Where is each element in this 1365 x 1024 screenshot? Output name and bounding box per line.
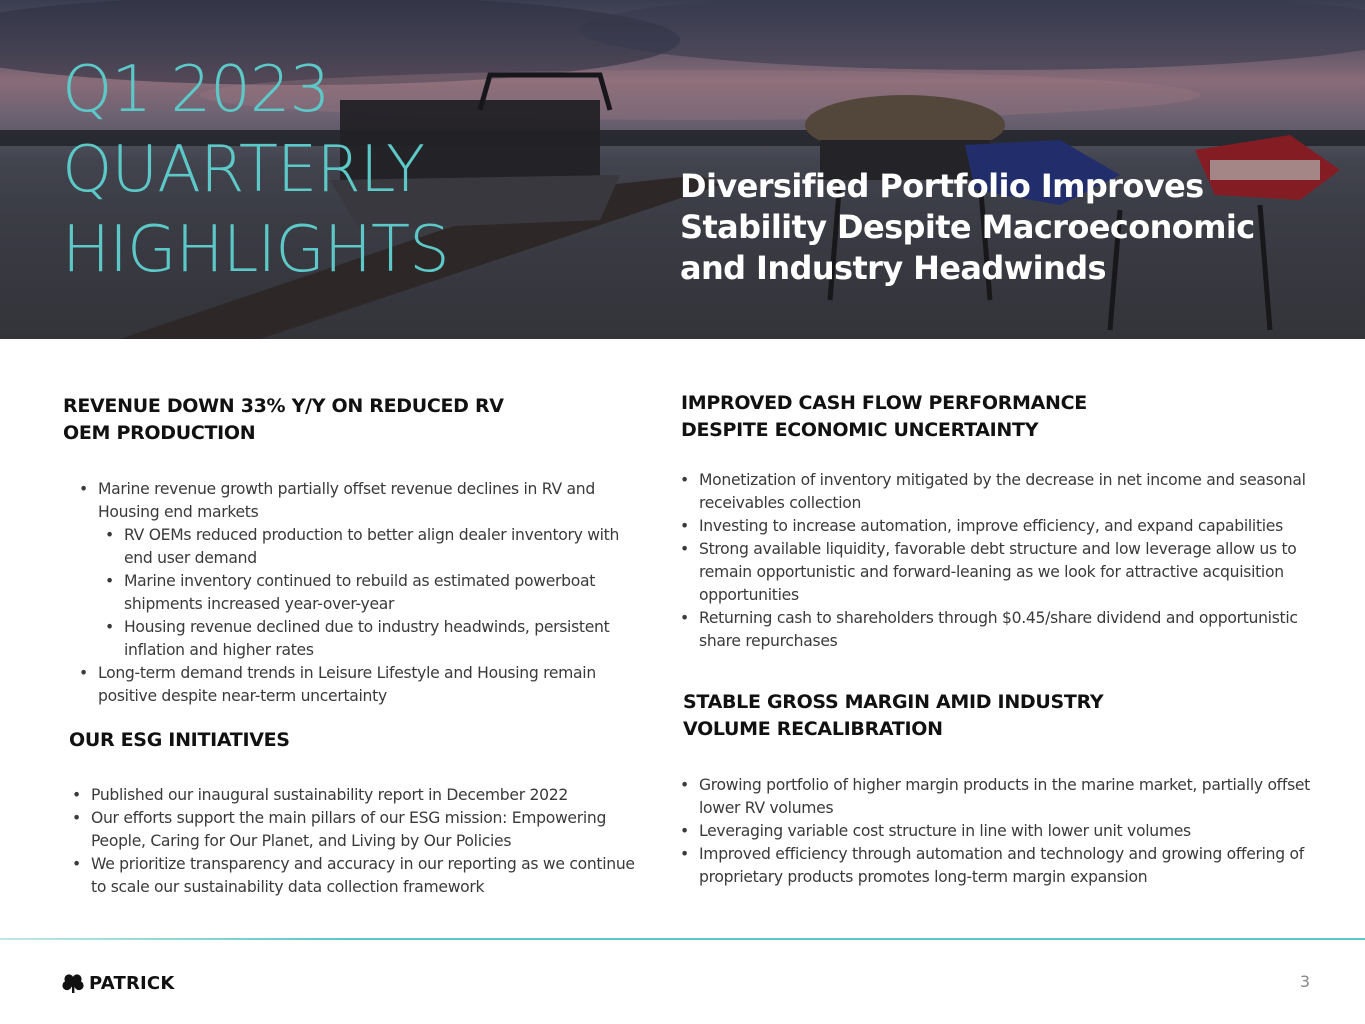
list-item: • Returning cash to shareholders through $0.45/share dividend and opportunistic share repurchases bbox=[699, 607, 1321, 653]
list-item bbox=[98, 478, 643, 662]
heading-line: DESPITE ECONOMIC UNCERTAINTY bbox=[681, 419, 1039, 441]
patrick-logo bbox=[62, 971, 174, 995]
esg-bullet-list bbox=[91, 784, 649, 899]
heading-line: IMPROVED CASH FLOW PERFORMANCE bbox=[681, 392, 1087, 414]
list-item: • Long-term demand trends in Leisure Lifestyle and Housing remain positive despite near-term uncertainty bbox=[98, 662, 643, 708]
list-item: • Marine inventory continued to rebuild as estimated powerboat shipments increased year-over-year bbox=[124, 570, 643, 616]
footer-divider bbox=[0, 938, 1365, 940]
list-item: • Our efforts support the main pillars of our ESG mission: Empowering People, Caring for Our Planet, and Living by Our Policies bbox=[91, 807, 649, 853]
hero-subtitle: Diversified Portfolio Improves Stability Despite Macroeconomic and Industry Headwinds bbox=[680, 167, 1255, 287]
clover-icon bbox=[62, 973, 84, 993]
heading-line: STABLE GROSS MARGIN AMID INDUSTRY bbox=[683, 691, 1104, 713]
gross-margin-section bbox=[683, 689, 1323, 889]
revenue-section bbox=[63, 393, 643, 708]
logo-text: PATRICK bbox=[89, 972, 175, 994]
list-item: • We prioritize transparency and accuracy in our reporting as we continue to scale our sustainability data collection framework bbox=[91, 853, 649, 899]
cash-flow-section bbox=[681, 390, 1321, 653]
revenue-heading bbox=[63, 393, 643, 447]
esg-section bbox=[69, 727, 649, 899]
heading-line: REVENUE DOWN 33% Y/Y ON REDUCED RV bbox=[63, 395, 504, 417]
cash-flow-bullet-list bbox=[699, 469, 1321, 653]
list-item: • RV OEMs reduced production to better align dealer inventory with end user demand bbox=[124, 524, 643, 570]
hero-title-line: QUARTERLY bbox=[62, 133, 425, 207]
revenue-bullet-list bbox=[98, 478, 643, 708]
hero-banner bbox=[0, 0, 1365, 339]
list-item: • Improved efficiency through automation and technology and growing offering of proprietary products promotes long-term margin expansion bbox=[699, 843, 1323, 889]
list-item: • Leveraging variable cost structure in line with lower unit volumes bbox=[699, 820, 1323, 843]
esg-heading: OUR ESG INITIATIVES bbox=[69, 729, 290, 751]
bullet-text: Marine revenue growth partially offset revenue declines in RV and Housing end markets bbox=[98, 480, 595, 521]
heading-line: OEM PRODUCTION bbox=[63, 422, 256, 444]
list-item: • Monetization of inventory mitigated by the decrease in net income and seasonal receivables collection bbox=[699, 469, 1321, 515]
revenue-sub-bullet-list bbox=[124, 524, 643, 662]
page-number: 3 bbox=[1299, 972, 1310, 991]
hero-title-line: Q1 2023 bbox=[62, 53, 330, 127]
heading-line: VOLUME RECALIBRATION bbox=[683, 718, 943, 740]
hero-title-line: HIGHLIGHTS bbox=[62, 213, 449, 287]
list-item: • Strong available liquidity, favorable debt structure and low leverage allow us to remain opportunistic and forward-leaning as we look for attractive acquisition opportunities bbox=[699, 538, 1321, 607]
hero-title bbox=[62, 50, 449, 290]
list-item: • Investing to increase automation, improve efficiency, and expand capabilities bbox=[699, 515, 1321, 538]
list-item: • Housing revenue declined due to industry headwinds, persistent inflation and higher rates bbox=[124, 616, 643, 662]
gross-margin-heading bbox=[683, 689, 1323, 743]
list-item: • Growing portfolio of higher margin products in the marine market, partially offset lower RV volumes bbox=[699, 774, 1323, 820]
cash-flow-heading bbox=[681, 390, 1321, 444]
gross-margin-bullet-list bbox=[699, 774, 1323, 889]
list-item: • Published our inaugural sustainability report in December 2022 bbox=[91, 784, 649, 807]
